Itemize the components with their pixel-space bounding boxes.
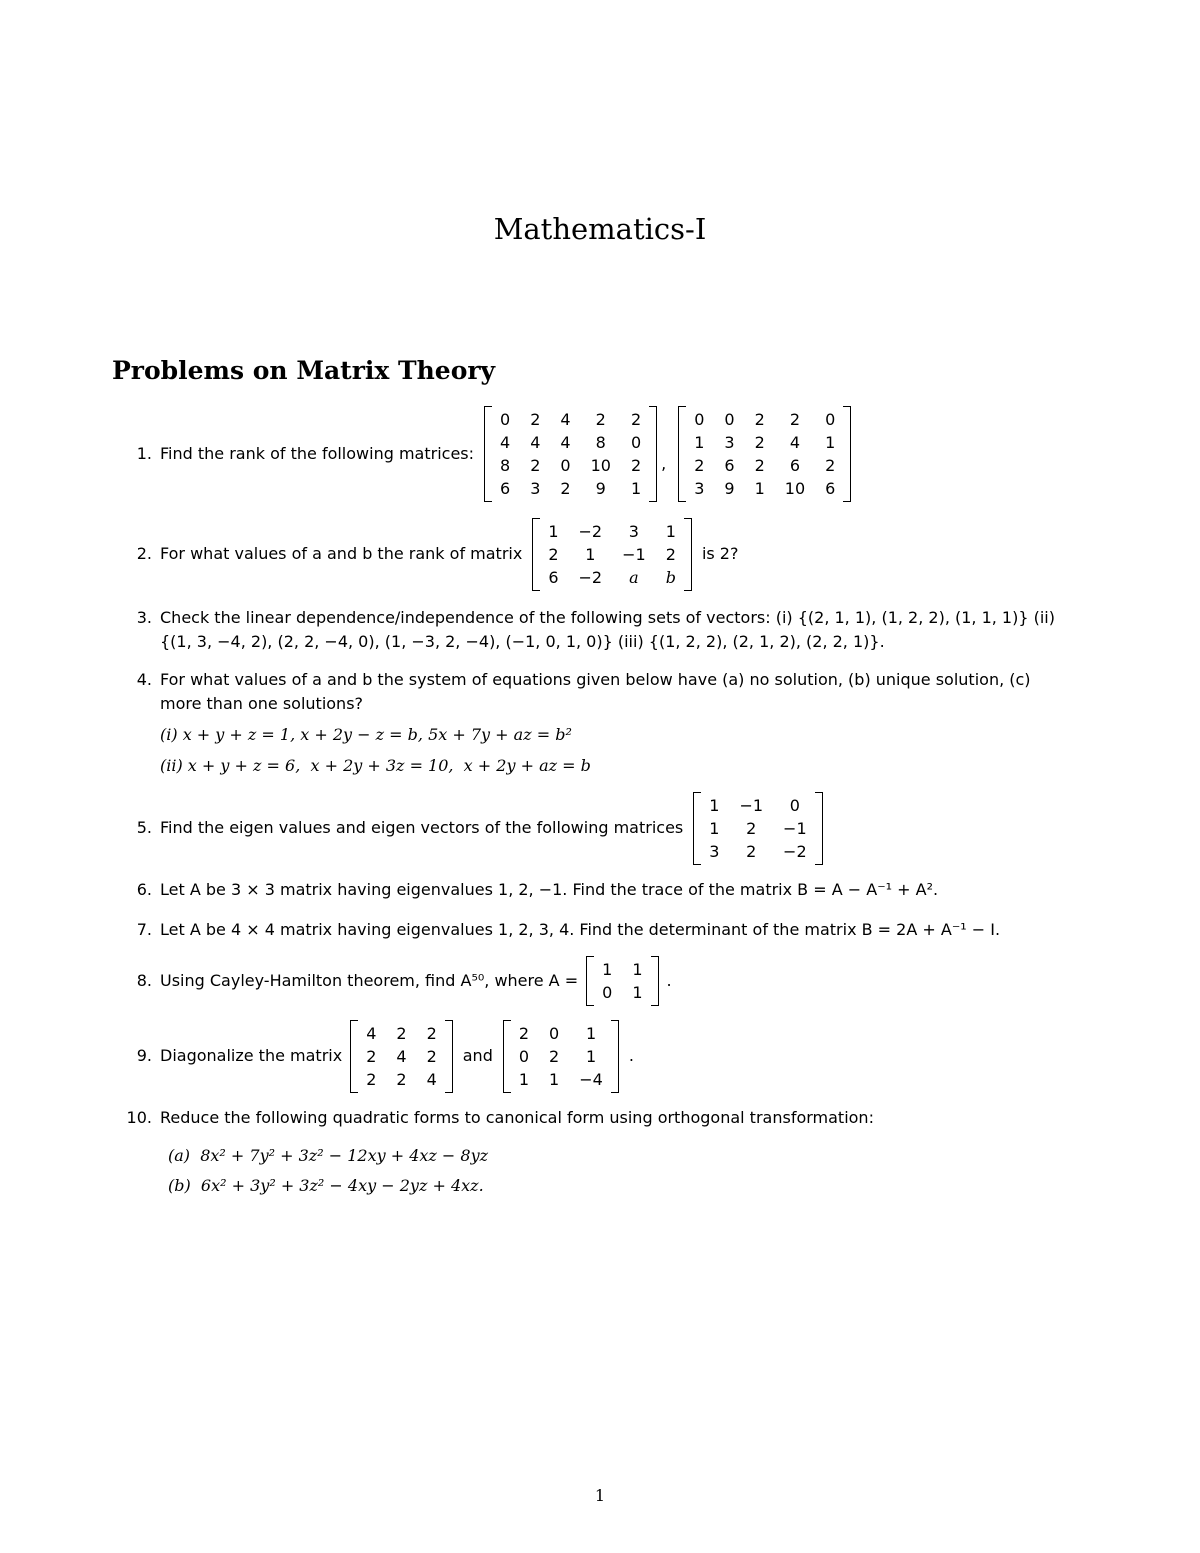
- matrix-entry: −2: [578, 521, 603, 541]
- problem-text-line: {(1, 3, −4, 2), (2, 2, −4, 0), (1, −3, 2, −4), (−1, 0, 1, 0)} (iii) {(1, 2, 2), (2, 1, 2), (2, 2, 1)}.: [160, 632, 885, 651]
- matrix-entry: 3: [530, 479, 541, 498]
- matrix-entry: 2: [694, 456, 705, 475]
- matrix-entry: 2: [530, 456, 541, 475]
- matrix-entry: 0: [500, 410, 511, 429]
- matrix-entry: 10: [784, 479, 806, 498]
- matrix-entry: −4: [579, 1069, 603, 1089]
- matrix-entry: 2: [754, 456, 765, 475]
- matrix-entry: 0: [694, 410, 705, 429]
- matrix-entry: 1: [549, 1069, 560, 1089]
- matrix-entry: 6: [825, 479, 836, 498]
- problem-number: 10.: [126, 1108, 152, 1127]
- matrix-entry: 4: [366, 1023, 377, 1043]
- matrix-entry: 2: [630, 456, 642, 475]
- matrix-entry: 1: [694, 433, 705, 452]
- problem-text-after: is 2?: [701, 544, 739, 563]
- problem-text: Find the eigen values and eigen vectors of the following matrices: [160, 818, 684, 837]
- matrix-entry: 2: [746, 841, 757, 861]
- matrix: [532, 518, 692, 591]
- matrix-grid: [594, 956, 650, 1006]
- problem-text: Find the rank of the following matrices:: [160, 444, 475, 463]
- matrix-grid: [540, 518, 684, 591]
- problem-text: For what values of a and b the rank of matrix: [160, 544, 523, 563]
- matrix-entry: 2: [518, 1023, 530, 1043]
- equation-system-ii: (ii) x + y + z = 6, x + 2y + 3z = 10, x + 2y + az = b: [160, 756, 591, 775]
- matrix-entry: 1: [709, 818, 720, 838]
- matrix-entry: 6: [789, 456, 801, 475]
- problem-7: [112, 918, 1102, 942]
- problem-number: 5.: [136, 818, 152, 837]
- separator: ,: [661, 454, 667, 473]
- matrix-grid: [511, 1020, 611, 1093]
- matrix-entry: 1: [585, 1046, 597, 1066]
- matrix-entry: 1: [632, 983, 643, 1002]
- matrix-entry: b: [665, 567, 676, 587]
- problem-number: 4.: [136, 670, 152, 689]
- matrix-entry: 0: [549, 1023, 560, 1043]
- problem-number: 3.: [136, 608, 152, 627]
- matrix-entry: −1: [739, 795, 764, 815]
- problem-1: [112, 404, 1102, 504]
- matrix-entry: a: [629, 567, 639, 587]
- quadratic-form-b: (b) 6x² + 3y² + 3z² − 4xy − 2yz + 4xz.: [168, 1176, 484, 1195]
- matrix-entry: 10: [590, 456, 611, 475]
- matrix-entry: 2: [560, 479, 571, 498]
- matrix-entry: −1: [783, 818, 807, 838]
- matrix-entry: 1: [602, 960, 613, 979]
- document-title: Mathematics-I: [493, 212, 707, 246]
- matrix: [503, 1020, 619, 1093]
- matrix-entry: 2: [548, 544, 559, 564]
- matrix-entry: 1: [630, 479, 642, 498]
- matrix-entry: 2: [396, 1023, 407, 1043]
- problem-9: [112, 1018, 1102, 1094]
- problem-4: [112, 668, 1102, 778]
- matrix-entry: 2: [825, 456, 836, 475]
- problem-3: [112, 606, 1102, 656]
- matrix-entry: −2: [783, 841, 807, 861]
- matrix-entry: 6: [548, 567, 559, 587]
- matrix-entry: 0: [789, 795, 800, 815]
- matrix-entry: 1: [665, 521, 676, 541]
- matrix-entry: 1: [518, 1069, 530, 1089]
- matrix-entry: 2: [366, 1046, 377, 1066]
- matrix-entry: 6: [500, 479, 511, 498]
- matrix-entry: 2: [530, 410, 541, 429]
- problem-text-after: .: [666, 971, 672, 990]
- matrix-entry: 0: [602, 983, 613, 1002]
- quadratic-form-a: (a) 8x² + 7y² + 3z² − 12xy + 4xz − 8yz: [168, 1146, 489, 1165]
- matrix-entry: 0: [630, 433, 642, 452]
- matrix: [484, 406, 657, 502]
- matrix-entry: 4: [789, 433, 801, 452]
- matrix-entry: −1: [622, 544, 646, 564]
- matrix-grid: [701, 792, 814, 865]
- problem-text-line: Check the linear dependence/independence of the following sets of vectors: (i) {(2, 1, 1), (1, 2, 2), (1, 1, 1)} (ii): [160, 608, 1055, 627]
- matrix-entry: 4: [560, 433, 571, 452]
- problem-text-after: .: [628, 1046, 634, 1065]
- problem-6: [112, 878, 1102, 902]
- matrix-entry: 2: [789, 410, 801, 429]
- matrix-entry: 3: [709, 841, 720, 861]
- matrix-entry: 2: [665, 544, 676, 564]
- matrix-entry: 3: [694, 479, 705, 498]
- problem-10: [112, 1106, 1102, 1196]
- matrix-grid: [686, 406, 843, 502]
- problem-text: Using Cayley-Hamilton theorem, find A⁵⁰, where A =: [160, 971, 579, 990]
- matrix-entry: 1: [585, 544, 596, 564]
- problem-number: 8.: [136, 971, 152, 990]
- problem-text: Let A be 4 × 4 matrix having eigenvalues 1, 2, 3, 4. Find the determinant of the matrix B = 2A + A⁻¹ − I.: [160, 920, 1001, 939]
- problem-number: 2.: [136, 544, 152, 563]
- matrix-entry: 4: [426, 1069, 437, 1089]
- matrix-entry: 1: [585, 1023, 597, 1043]
- matrix-entry: 9: [595, 479, 606, 498]
- matrix-entry: −2: [578, 567, 603, 587]
- matrix-entry: 1: [709, 795, 720, 815]
- problem-2: [112, 516, 1102, 592]
- matrix-entry: 2: [595, 410, 606, 429]
- equation-system-i: (i) x + y + z = 1, x + 2y − z = b, 5x + 7y + az = b²: [160, 725, 572, 744]
- section-heading: Problems on Matrix Theory: [112, 356, 496, 385]
- problem-number: 9.: [136, 1046, 152, 1065]
- problem-number: 6.: [136, 880, 152, 899]
- matrix-entry: 8: [500, 456, 511, 475]
- problem-text: Let A be 3 × 3 matrix having eigenvalues 1, 2, −1. Find the trace of the matrix B = A − A⁻¹ + A².: [160, 880, 939, 899]
- problem-number: 7.: [136, 920, 152, 939]
- page-number: 1: [594, 1486, 606, 1505]
- matrix-entry: 8: [595, 433, 606, 452]
- matrix: [586, 956, 658, 1006]
- matrix-entry: 0: [825, 410, 836, 429]
- matrix-entry: 9: [724, 479, 735, 498]
- matrix-entry: 4: [396, 1046, 407, 1066]
- problem-5: [112, 790, 1102, 866]
- problem-text: Reduce the following quadratic forms to canonical form using orthogonal transformation:: [160, 1108, 874, 1127]
- matrix-entry: 2: [426, 1046, 437, 1066]
- matrix-entry: 1: [632, 960, 643, 979]
- problem-text-line: For what values of a and b the system of equations given below have (a) no solution, (b) unique solution, (c): [160, 670, 1031, 689]
- problem-text: Diagonalize the matrix: [160, 1046, 343, 1065]
- matrix-entry: 2: [549, 1046, 560, 1066]
- matrix-entry: 2: [426, 1023, 437, 1043]
- matrix-entry: 1: [754, 479, 765, 498]
- matrix-grid: [492, 406, 649, 502]
- matrix: [693, 792, 822, 865]
- matrix-entry: 0: [518, 1046, 530, 1066]
- matrix: [350, 1020, 453, 1093]
- matrix-entry: 3: [724, 433, 735, 452]
- problem-number: 1.: [136, 444, 152, 463]
- matrix-entry: 4: [530, 433, 541, 452]
- matrix-entry: 4: [560, 410, 571, 429]
- matrix-entry: 2: [630, 410, 642, 429]
- problem-text-mid: and: [462, 1046, 493, 1065]
- matrix-entry: 1: [825, 433, 836, 452]
- matrix-entry: 0: [560, 456, 571, 475]
- matrix-entry: 2: [754, 433, 765, 452]
- matrix-entry: 2: [366, 1069, 377, 1089]
- matrix-entry: 6: [724, 456, 735, 475]
- problem-8: [112, 955, 1102, 1007]
- matrix-entry: 1: [548, 521, 559, 541]
- matrix-entry: 2: [754, 410, 765, 429]
- problem-text-line: more than one solutions?: [160, 694, 364, 713]
- matrix-entry: 2: [396, 1069, 407, 1089]
- matrix-entry: 2: [746, 818, 757, 838]
- matrix-entry: 4: [500, 433, 511, 452]
- matrix-grid: [358, 1020, 445, 1093]
- matrix: [678, 406, 851, 502]
- matrix-entry: 3: [628, 521, 639, 541]
- matrix-entry: 0: [724, 410, 735, 429]
